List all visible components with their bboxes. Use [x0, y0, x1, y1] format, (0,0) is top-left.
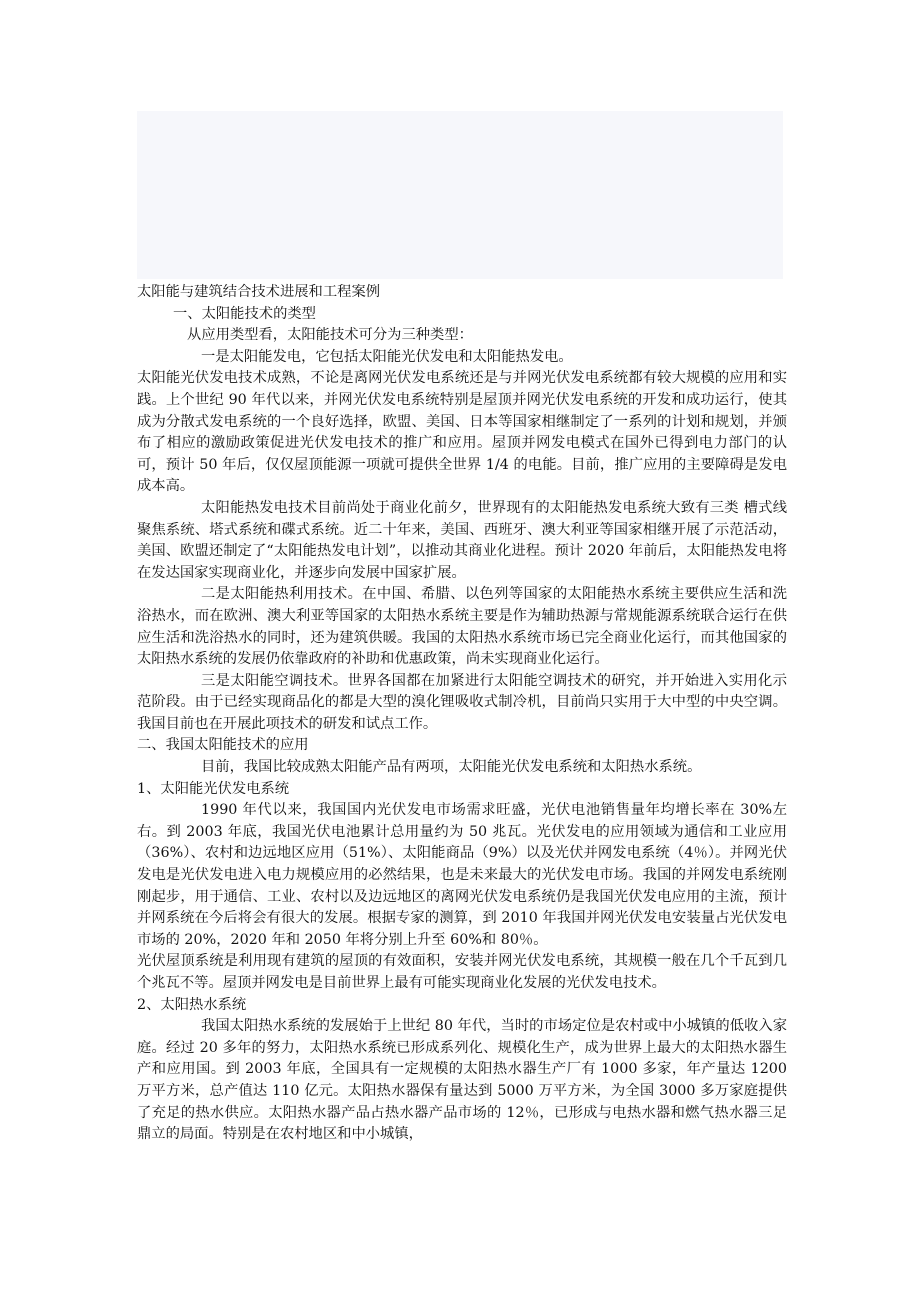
header-image-placeholder: [137, 111, 783, 279]
paragraph: 太阳能光伏发电技术成熟，不论是离网光伏发电系统还是与并网光伏发电系统都有较大规模的应用和实践。上个世纪 90 年代以来，并网光伏发电系统特别是屋顶并网光伏发电系统的开发和成功运行，使其成为分散式发电系统的一个良好选择，欧盟、美国、日本等国家相继制定了一系列的计划和规划，并颁布了相应的激励政策促进光伏发电技术的推广和应用。屋顶并网发电模式在国外已得到电力部门的认可，预计 50 年后，仅仅屋顶能源一项就可提供全世界 1/4 的电能。目前，推广应用的主要障碍是发电成本高。: [137, 370, 787, 495]
paragraph: 从应用类型看，太阳能技术可分为三种类型：: [187, 327, 473, 344]
paragraph: 三是太阳能空调技术。世界各国都在加紧进行太阳能空调技术的研究，并开始进入实用化示范阶段。由于已经实现商品化的都是大型的溴化锂吸收式制冷机，目前尚只实用于大中型的中央空调。我国目前也在开展此项技术的研发和试点工作。: [137, 672, 787, 732]
paragraph: 二是太阳能热利用技术。在中国、希腊、以色列等国家的太阳能热水系统主要供应生活和洗浴热水，而在欧洲、澳大利亚等国家的太阳热水系统主要是作为辅助热源与常规能源系统联合运行在供应生活和洗浴热水的同时，还为建筑供暖。我国的太阳热水系统市场已完全商业化运行，而其他国家的太阳热水系统的发展仍依靠政府的补助和优惠政策，尚未实现商业化运行。: [137, 586, 787, 668]
paragraph: 1990 年代以来，我国国内光伏发电市场需求旺盛，光伏电池销售量年均增长率在 30%左右。到 2003 年底，我国光伏电池累计总用量约为 50 兆瓦。光伏发电的应用领域为通信和工业应用（36%）、农村和边远地区应用（51%）、太阳能商品（9%）以及光伏并网发电系统（4％）。并网光伏发电是光伏发电进入电力规模应用的必然结果，也是未来最大的光伏发电市场。我国的并网发电系统刚刚起步，用于通信、工业、农村以及边远地区的离网光伏发电系统仍是我国光伏发电应用的主流，预计并网系统在今后将会有很大的发展。根据专家的测算，到 2010 年我国并网光伏发电安装量占光伏发电市场的 20%，2020 年和 2050 年将分别上升至 60%和 80％。: [137, 802, 787, 948]
paragraph: 目前，我国比较成熟太阳能产品有两项，太阳能光伏发电系统和太阳热水系统。: [201, 759, 702, 776]
subsection-heading-2: 2、太阳热水系统: [137, 996, 247, 1013]
paragraph: 一是太阳能发电，它包括太阳能光伏发电和太阳能热发电。: [201, 348, 573, 365]
document-title: 太阳能与建筑结合技术进展和工程案例: [137, 284, 381, 300]
document-body: [137, 282, 787, 1146]
paragraph: 我国太阳热水系统的发展始于上世纪 80 年代，当时的市场定位是农村或中小城镇的低收入家庭。经过 20 多年的努力，太阳热水系统已形成系列化、规模化生产，成为世界上最大的太阳热水器生产和应用国。到 2003 年底，全国具有一定规模的太阳热水器生产厂有 1000 多家，年产量达 1200 万平方米，总产值达 110 亿元。太阳热水器保有量达到 5000 万平方米，为全国 3000 多万家庭提供了充足的热水供应。太阳热水器产品占热水器产品市场的 12％，已形成与电热水器和燃气热水器三足鼎立的局面。特别是在农村地区和中小城镇，: [137, 1018, 787, 1143]
subsection-heading-1: 1、太阳能光伏发电系统: [137, 780, 290, 797]
section-heading-2: 二、我国太阳能技术的应用: [137, 737, 309, 754]
paragraph: 太阳能热发电技术目前尚处于商业化前夕，世界现有的太阳能热发电系统大致有三类 槽式线聚焦系统、塔式系统和碟式系统。近二十年来，美国、西班牙、澳大利亚等国家相继开展了示范活动，美国、欧盟还制定了“太阳能热发电计划”，以推动其商业化进程。预计 2020 年前后，太阳能热发电将在发达国家实现商业化，并逐步向发展中国家扩展。: [137, 499, 787, 581]
section-heading-1: 一、太阳能技术的类型: [173, 305, 316, 322]
paragraph: 光伏屋顶系统是利用现有建筑的屋顶的有效面积，安装并网光伏发电系统，其规模一般在几个千瓦到几个兆瓦不等。屋顶并网发电是目前世界上最有可能实现商业化发展的光伏发电技术。: [137, 953, 787, 991]
